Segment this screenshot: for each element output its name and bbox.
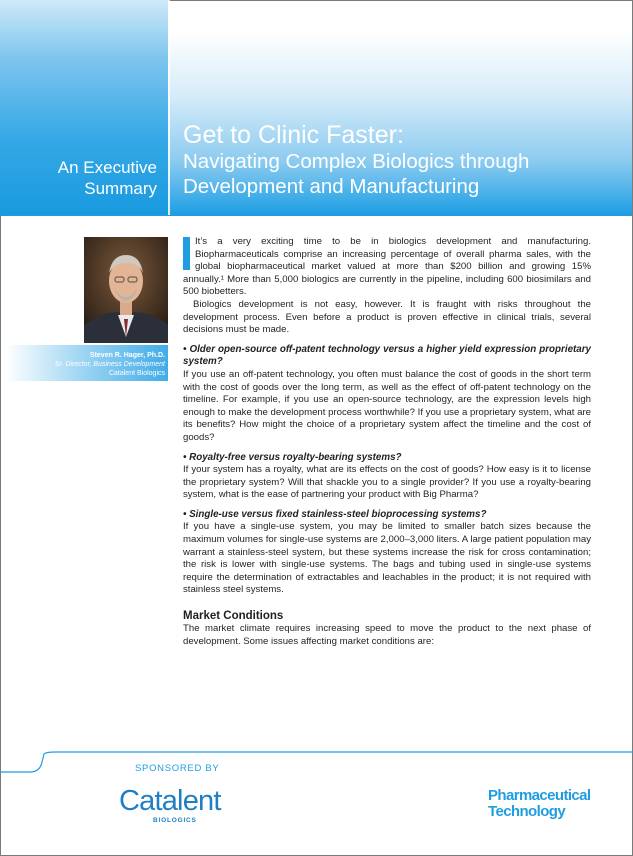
tag-line-2: Summary: [84, 179, 157, 198]
tag-line-1: An Executive: [57, 158, 157, 177]
author-caption: [5, 345, 168, 381]
publisher-line-2: Technology: [488, 803, 566, 820]
catalent-division: BIOLOGICS: [153, 817, 197, 824]
author-title: Sr. Director, Business Development: [54, 361, 165, 368]
bullet-1-heading: • Older open-source off-patent technology versus a higher yield expression proprietary system?: [183, 343, 591, 368]
title-line-2: Navigating Complex Biologics through Development and Manufacturing: [183, 150, 530, 198]
author-name: Steven R. Hager, Ph.D.: [89, 352, 165, 359]
pharmaceutical-technology-logo[interactable]: [488, 788, 591, 820]
header-divider: [168, 0, 170, 215]
bullet-3-text: If you have a single-use system, you may be limited to smaller batch sizes because the maximum volumes for single-use systems are 2,000–3,000 liters. A large patient population may warrant a stainless-steel system, but these systems increase the risk for cross contamination; the risk is lower with single-use systems. The bags and tubing used in single-use systems require the determination of extractables and leachables in the product; it is not required with stainless steel systems.: [183, 521, 591, 596]
dropcap-bar: [183, 237, 190, 270]
section-text: The market climate requires increasing speed to move the product to the next phase of development. Some issues affecting market conditions are:: [183, 623, 591, 647]
executive-summary-tag: [58, 157, 157, 199]
author-company: Catalent Biologics: [108, 370, 165, 377]
author-portrait-image: [84, 237, 168, 343]
footer-divider-line: [0, 740, 633, 780]
bullet-2-text: If your system has a royalty, what are its effects on the cost of goods? How easy is it to license the proprietary system? Will that shackle you to a single provider? If you use a royalty-bearing system, what is the ease of partnering your product with Big Pharma?: [183, 464, 591, 501]
bullet-3-heading: • Single-use versus fixed stainless-steel bioprocessing systems?: [183, 508, 487, 520]
title-line-1: Get to Clinic Faster:: [183, 121, 404, 149]
bullet-1-text: If you use an off-patent technology, you often must balance the cost of goods in the short term with the cost of goods over the long term, as well as the effect of off-patent technology on the timeline. For example, if you use an open-source technology, are the expression levels high enough to make the development process worthwhile? If you use a proprietary system, what are its benefits? How might the choice of a proprietary system affect the timeline and the cost of goods?: [183, 368, 591, 443]
section-heading: Market Conditions: [183, 610, 284, 623]
document-title: [183, 121, 613, 199]
sponsored-by-label: SPONSORED BY: [135, 763, 220, 774]
article-body: [183, 236, 591, 648]
intro-text: It’s a very exciting time to be in biologics development and manufacturing. Biopharmaceuticals comprise an increasing percentage of overall pharma sales, with the global biopharmaceutical market valued at more than $200 billion and growing 15% annually.¹ More than 5,000 biologics are currently in the pipeline, including 600 biosimilars and 500 biobetters.: [183, 236, 591, 298]
catalent-logo[interactable]: Catalent: [119, 785, 221, 817]
intro-paragraph: [183, 236, 591, 299]
publisher-line-1: Pharmaceutical: [488, 787, 591, 804]
bullet-2-heading: • Royalty-free versus royalty-bearing systems?: [183, 451, 402, 463]
paragraph-2: Biologics development is not easy, however. It is fraught with risks throughout the development process. Even before a product is proven effective in clinical trials, several decisions must be made.: [183, 298, 591, 336]
author-photo: [84, 237, 168, 343]
